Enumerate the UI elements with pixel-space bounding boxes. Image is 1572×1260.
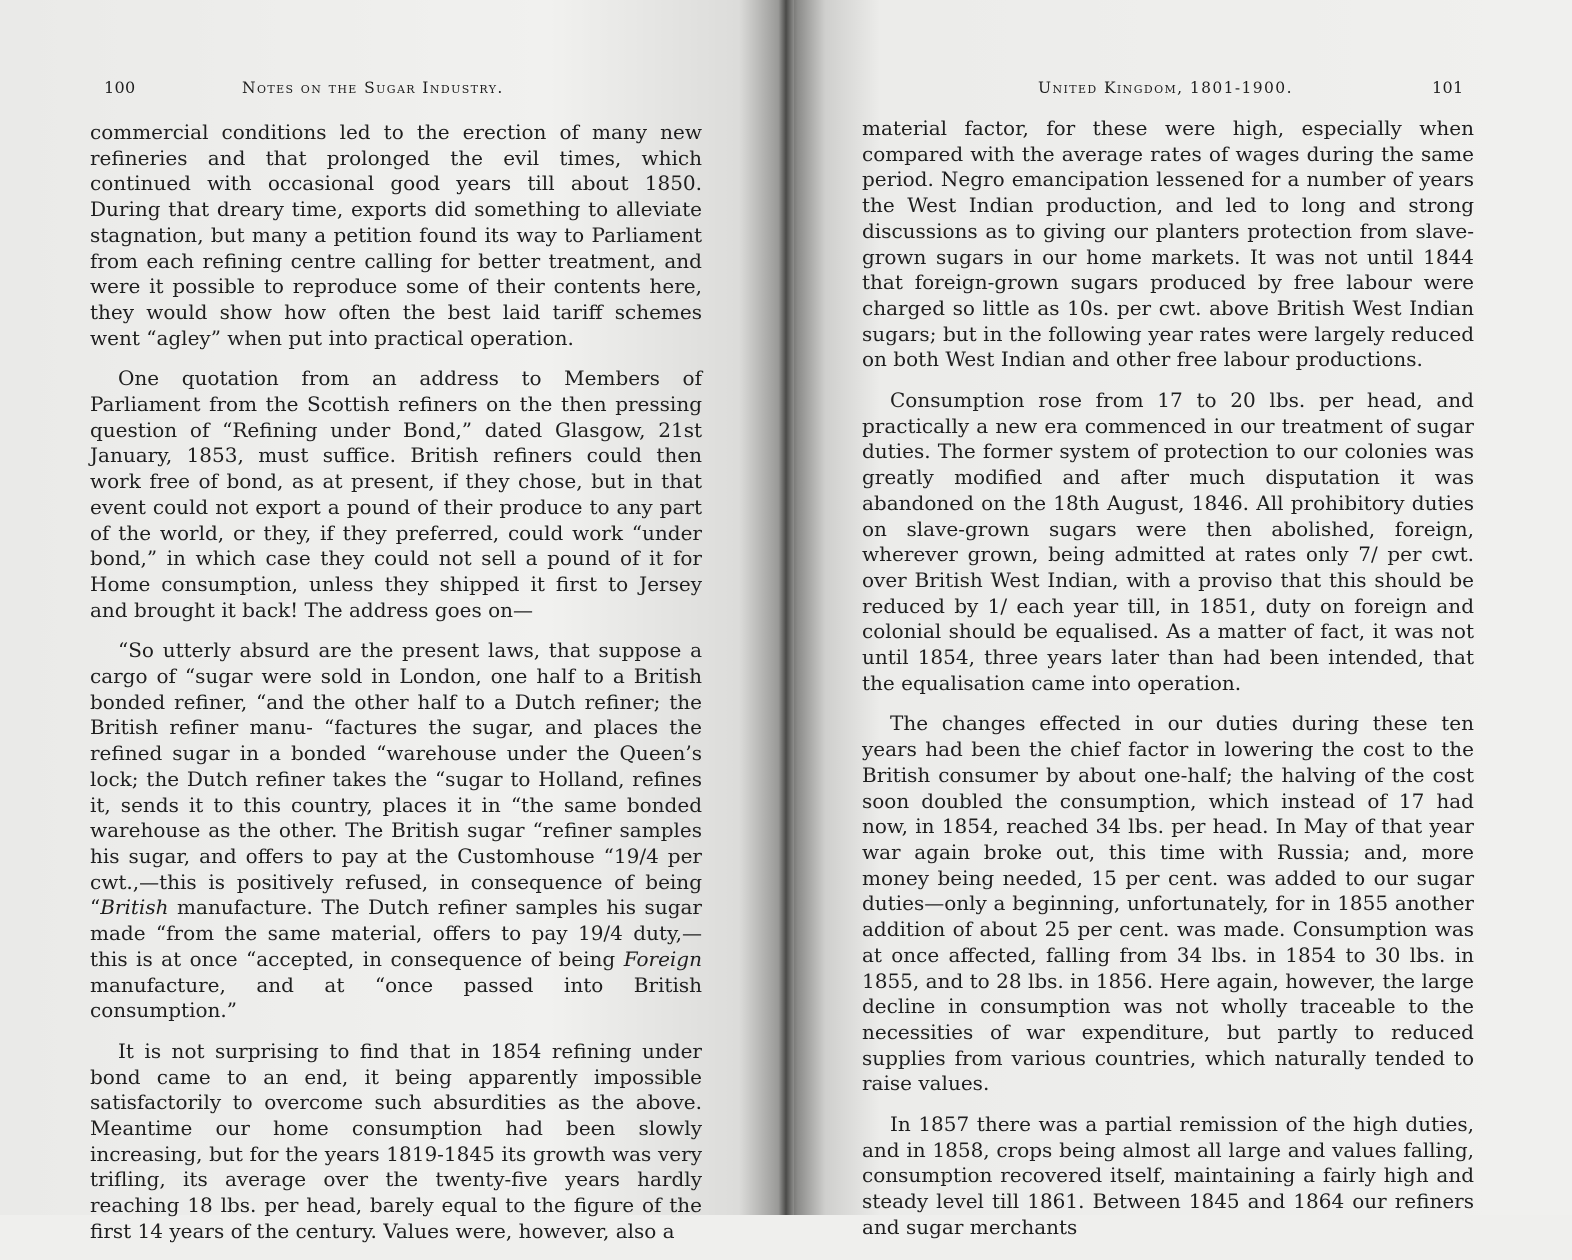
paragraph: One quotation from an address to Members of Parliament from the Scottish refiners on the then pressing question of “Refining under Bond,” dated Glasgow, 21st January, 1853, must suffice. British refiners could then work free of bond, as at present, if they chose, but in that event could not export a pound of their produce to any part of the world, or they, if they preferred, could work “under bond,” in which case they could not sell a pound of it for Home consumption, unless they shipped it first to Jersey and brought it back! The address goes on— bbox=[90, 366, 702, 622]
paragraph: Consumption rose from 17 to 20 lbs. per head, and practically a new era commenced in our treatment of sugar duties. The former system of protection to our colonies was greatly modified and after much disputation it was abandoned on the 18th August, 1846. All prohibitory duties on slave-grown sugars were then abolished, foreign, wherever grown, being admitted at rates only 7/ per cwt. over British West Indian, with a proviso that this should be reduced by 1/ each year till, in 1851, duty on foreign and colonial should be equalised. As a matter of fact, it was not until 1854, three years later than had been intended, that the equalisation came into operation. bbox=[862, 388, 1474, 695]
right-page-header bbox=[1038, 78, 1468, 102]
paragraph: commercial conditions led to the erection of many new refineries and that prolonged the evil times, which continued with occasional good years till about 1850. During that dreary time, exports did something to alleviate stagnation, but many a petition found its way to Parliament from each refining centre calling for better treatment, and were it possible to reproduce some of their contents here, they would show how often the best laid tariff schemes went “agley” when put into practical operation. bbox=[90, 120, 702, 350]
quote-italic-word: Foreign bbox=[623, 946, 702, 971]
right-page bbox=[786, 0, 1572, 1239]
page-number: 100 bbox=[104, 78, 136, 97]
left-page-body bbox=[90, 120, 702, 1260]
quote-text: “So utterly absurd are the present laws, that suppose a cargo of “sugar were sold in London, one half to a British bonded refiner, “and the other half to a Dutch refiner; the British refiner manu- “factures the sugar, and places the refined sugar in a bonded “warehouse under the Queen’s lock; the Dutch refiner takes the “sugar to Holland, refines it, sends it to this country, places it in “the same bonded warehouse as the other. The British sugar “refiner samples his sugar, and offers to pay at the Customhouse “19/4 per cwt.,—this is positively refused, in consequence of being “ bbox=[90, 638, 702, 920]
paragraph: It is not surprising to find that in 1854 refining under bond came to an end, it being apparently impossible satisfactorily to overcome such absurdities as the above. Meantime our home consumption had been slowly increasing, but for the years 1819-1845 its growth was very trifling, its average over the twenty-five years hardly reaching 18 lbs. per head, barely equal to the figure of the first 14 years of the century. Values were, however, also a bbox=[90, 1038, 702, 1243]
left-page-header bbox=[104, 78, 704, 102]
quote-text: manufacture, and at “once passed into British consumption.” bbox=[90, 972, 702, 1023]
paragraph: The changes effected in our duties during these ten years had been the chief factor in lowering the cost to the British consumer by about one-half; the halving of the cost soon doubled the consumption, which instead of 17 had now, in 1854, reached 34 lbs. per head. In May of that year war again broke out, this time with Russia; and, more money being needed, 15 per cent. was added to our sugar duties—only a beginning, unfortunately, for in 1855 another addition of about 25 per cent. was made. Consumption was at once affected, falling from 34 lbs. in 1854 to 30 lbs. in 1855, and to 28 lbs. in 1856. Here again, however, the large decline in consumption was not wholly traceable to the necessities of war expenditure, but partly to reduced supplies from various countries, which naturally tended to raise values. bbox=[862, 711, 1474, 1096]
block-quote bbox=[90, 638, 702, 1024]
book-gutter bbox=[778, 0, 794, 1215]
quote-text: manufacture. The Dutch refiner samples his sugar made “from the same material, offers to pay 19/4 duty,—this is at once “accepted, in consequence of being bbox=[90, 895, 702, 971]
quote-italic-word: British bbox=[100, 895, 169, 920]
left-page bbox=[0, 0, 786, 1243]
page-number: 101 bbox=[1432, 78, 1464, 97]
paragraph: In 1857 there was a partial remission of the high duties, and in 1858, crops being almost all large and values falling, consumption recovered itself, maintaining a fairly high and steady level till 1861. Between 1845 and 1864 our refiners and sugar merchants bbox=[862, 1112, 1474, 1239]
right-page-body bbox=[862, 116, 1474, 1256]
running-title: United Kingdom, 1801-1900. bbox=[1038, 79, 1293, 97]
paragraph: material factor, for these were high, especially when compared with the average rates of wages during the same period. Negro emancipation lessened for a number of years the West Indian production, and led to long and strong discussions as to giving our planters protection from slave-grown sugars in our home markets. It was not until 1844 that foreign-grown sugars produced by free labour were charged so little as 10s. per cwt. above British West Indian sugars; but in the following year rates were largely reduced on both West Indian and other free labour productions. bbox=[862, 116, 1474, 372]
running-title: Notes on the Sugar Industry. bbox=[242, 79, 504, 97]
